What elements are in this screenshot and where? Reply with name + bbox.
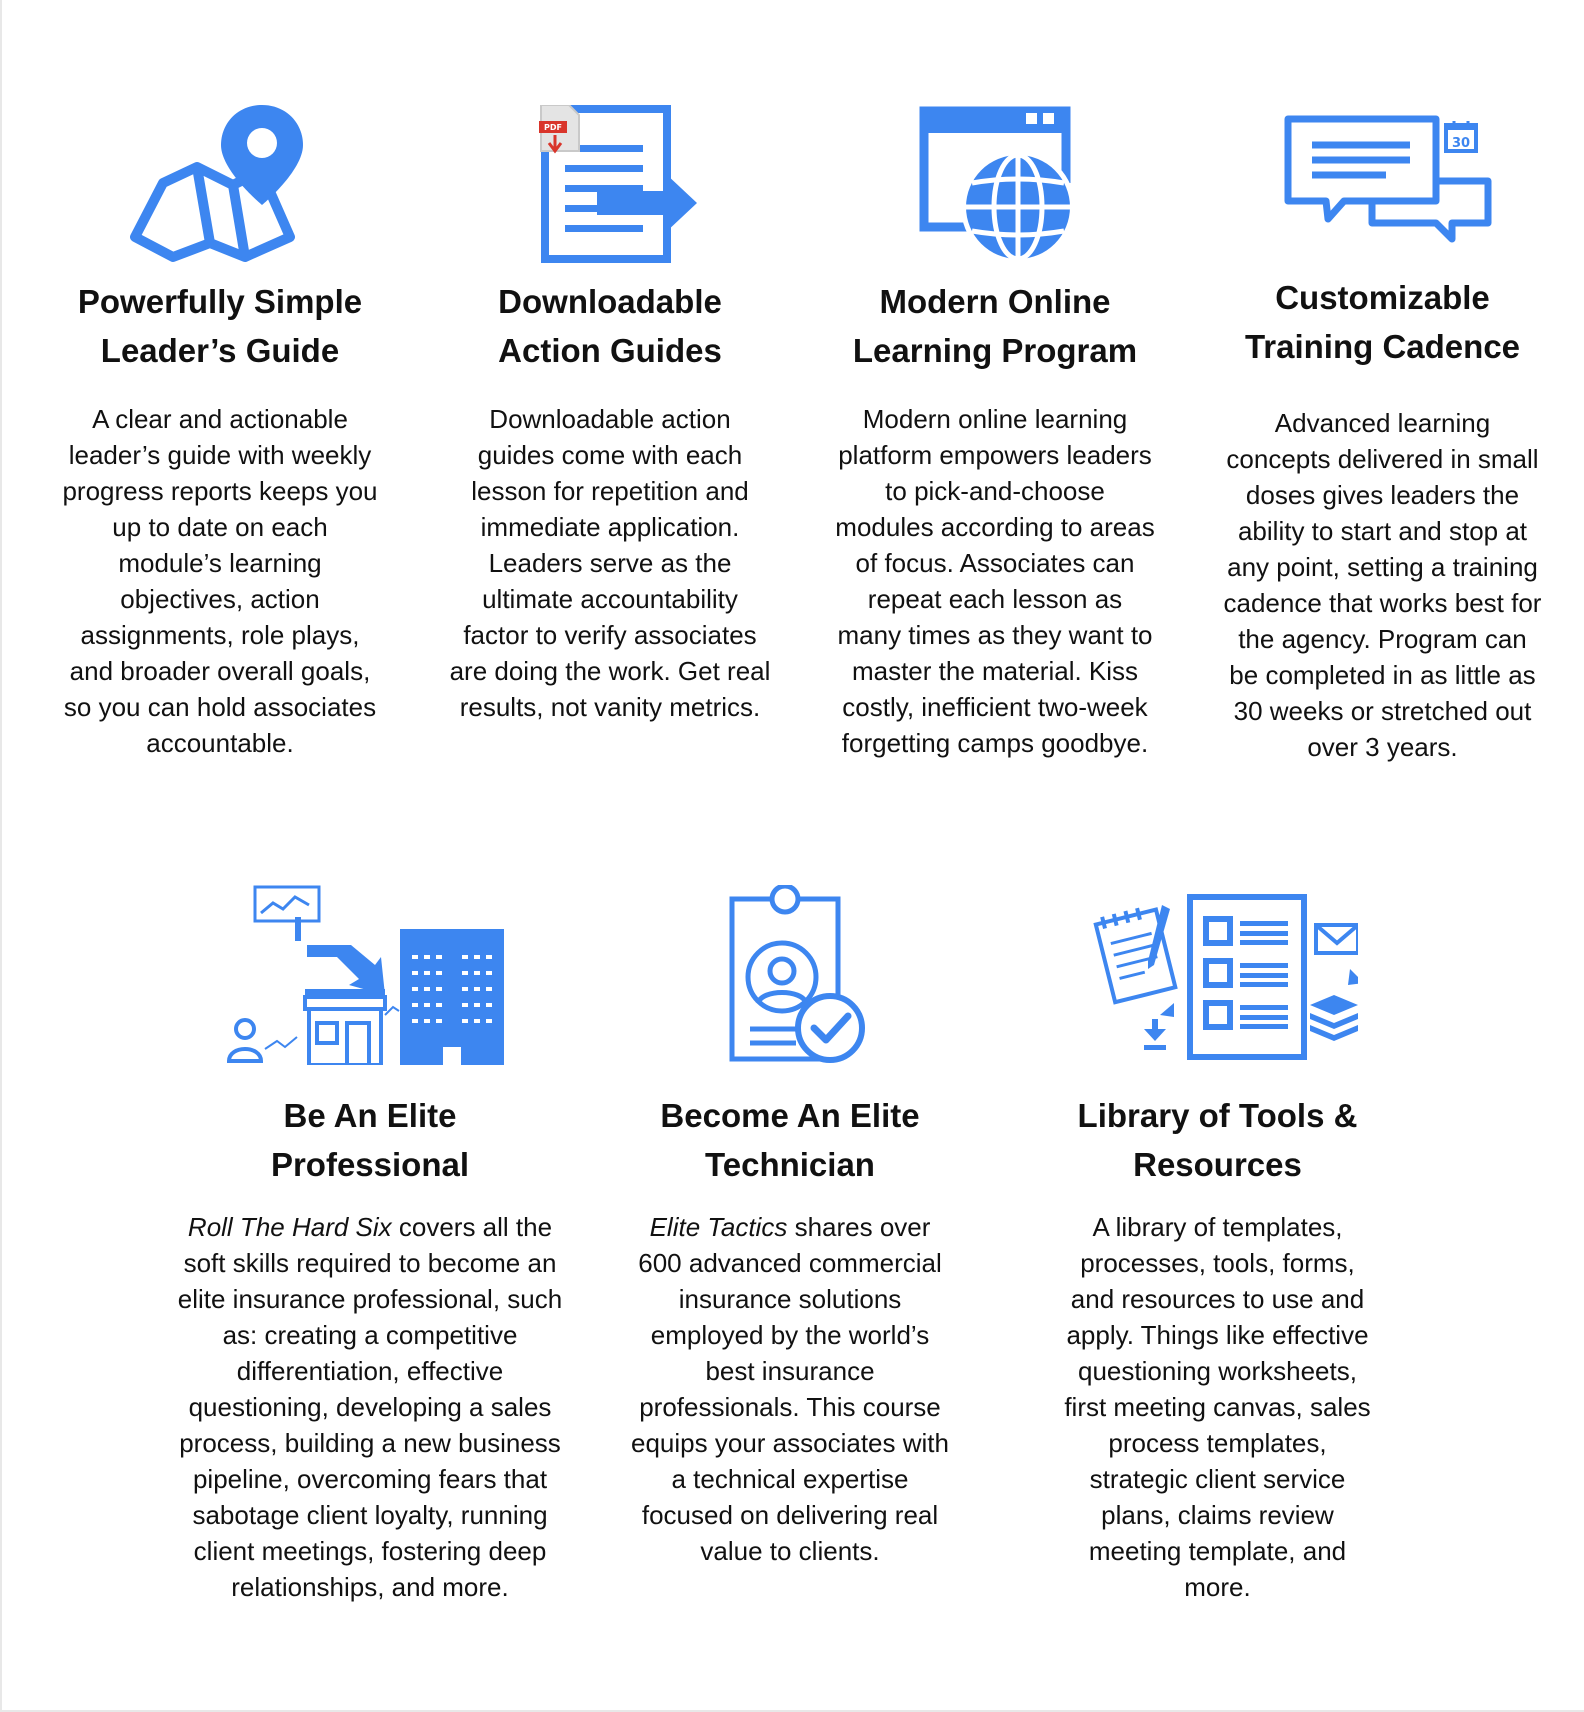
feature-title-line: Leader’s Guide <box>100 332 340 369</box>
feature-body-line: first meeting canvas, sales <box>1064 1392 1371 1422</box>
feature-body-line: platform empowers leaders <box>838 440 1152 470</box>
feature-body-line: master the material. Kiss <box>851 656 1139 686</box>
feature-body-line: assignments, role plays, <box>80 620 360 650</box>
feature-body-line: differentiation, effective <box>236 1356 504 1386</box>
feature-body-line: 600 advanced commercial <box>638 1248 942 1278</box>
feature-body-line: forgetting camps goodbye. <box>841 728 1149 758</box>
feature-body-line: process templates, <box>1108 1428 1327 1458</box>
feature-body-line: equips your associates with <box>631 1428 949 1458</box>
feature-body-line: are doing the work. Get real <box>449 656 771 686</box>
feature-action-guides <box>425 105 795 725</box>
pdf-download-icon <box>515 105 705 265</box>
feature-body-line: ability to start and stop at <box>1237 516 1528 546</box>
feature-body-line: ultimate accountability <box>482 584 738 614</box>
feature-body-line: guides come with each <box>477 440 743 470</box>
feature-body-line: and resources to use and <box>1070 1284 1365 1314</box>
feature-title-line: Be An Elite <box>283 1097 457 1134</box>
feature-body-line: employed by the world’s <box>650 1320 930 1350</box>
feature-title-line: Resources <box>1133 1146 1302 1183</box>
map-pin-icon <box>125 105 315 265</box>
course-name: Elite Tactics <box>649 1212 788 1242</box>
feature-body-line: meeting template, and <box>1088 1536 1347 1566</box>
feature-title-line: Professional <box>270 1146 470 1183</box>
feature-title-line: Downloadable <box>498 283 722 320</box>
feature-body-line: the agency. Program can <box>1238 624 1527 654</box>
feature-body-line: immediate application. <box>480 512 740 542</box>
feature-body-line: process, building a new business <box>179 1428 561 1458</box>
feature-leaders-guide <box>30 105 410 761</box>
feature-tools-library <box>1045 885 1390 1605</box>
feature-body-line: cadence that works best for <box>1223 588 1542 618</box>
feature-body-line: a technical expertise <box>671 1464 909 1494</box>
feature-title-line: Modern Online <box>879 283 1111 320</box>
feature-title-line: Customizable <box>1275 279 1490 316</box>
feature-body-line: questioning, developing a sales <box>188 1392 552 1422</box>
feature-body-line: elite insurance professional, such <box>177 1284 563 1314</box>
feature-body-line: sabotage client loyalty, running <box>192 1500 548 1530</box>
feature-body-line: questioning worksheets, <box>1078 1356 1357 1386</box>
feature-body-line: more. <box>1184 1572 1251 1602</box>
feature-body-line: A library of templates, <box>1092 1212 1343 1242</box>
feature-body-line: 30 weeks or stretched out <box>1233 696 1532 726</box>
feature-title-line: Technician <box>705 1146 875 1183</box>
feature-body-line: objectives, action <box>120 584 320 614</box>
pdf-label: PDF <box>544 123 562 132</box>
feature-title-line: Become An Elite <box>660 1097 920 1134</box>
chat-calendar-icon <box>1268 105 1498 265</box>
feature-body-line: so you can hold associates <box>63 692 377 722</box>
feature-title-line: Action Guides <box>498 332 722 369</box>
feature-body-line: Advanced learning <box>1274 408 1491 438</box>
feature-body-line: to pick-and-choose <box>885 476 1105 506</box>
feature-body-line: Leaders serve as the <box>488 548 732 578</box>
tools-library-icon <box>1078 885 1358 1065</box>
calendar-day-label: 30 <box>1451 136 1470 151</box>
feature-body-line: factor to verify associates <box>463 620 757 650</box>
id-badge-check-icon <box>700 885 880 1065</box>
feature-body-line: over 3 years. <box>1307 732 1458 762</box>
feature-elite-technician <box>615 885 965 1569</box>
feature-body-line: plans, claims review <box>1101 1500 1334 1530</box>
feature-body-line: repeat each lesson as <box>867 584 1123 614</box>
feature-online-learning <box>810 105 1180 761</box>
feature-body-line: leader’s guide with weekly <box>68 440 372 470</box>
feature-title-line: Powerfully Simple <box>77 283 363 320</box>
feature-body-line: soft skills required to become an <box>183 1248 557 1278</box>
feature-body-line: Modern online learning <box>862 404 1128 434</box>
feature-body-line <box>615 1209 965 1245</box>
feature-body-line: doses gives leaders the <box>1245 480 1520 510</box>
feature-body-line: focused on delivering real <box>641 1500 939 1530</box>
feature-body-line: costly, inefficient two-week <box>842 692 1148 722</box>
feature-body-line: concepts delivered in small <box>1226 444 1539 474</box>
feature-elite-professional <box>160 885 580 1605</box>
feature-body-line: accountable. <box>146 728 294 758</box>
feature-title-line: Library of Tools & <box>1077 1097 1358 1134</box>
feature-body-line: relationships, and more. <box>231 1572 509 1602</box>
feature-body-line: client meetings, fostering deep <box>193 1536 547 1566</box>
feature-body-line: be completed in as little as <box>1229 660 1536 690</box>
feature-body-line: modules according to areas <box>835 512 1155 542</box>
course-name: Roll The Hard Six <box>187 1212 392 1242</box>
feature-title-line: Training Cadence <box>1244 328 1521 365</box>
feature-body-line: any point, setting a training <box>1227 552 1538 582</box>
feature-body-line: up to date on each <box>112 512 328 542</box>
feature-body-line: progress reports keeps you <box>62 476 378 506</box>
feature-body-line: of focus. Associates can <box>855 548 1135 578</box>
browser-globe-icon <box>900 105 1090 265</box>
feature-body-line: results, not vanity metrics. <box>459 692 761 722</box>
feature-body-text: covers all the <box>391 1212 553 1242</box>
feature-body-line: module’s learning <box>118 548 322 578</box>
feature-body-line: processes, tools, forms, <box>1080 1248 1355 1278</box>
feature-body-line: value to clients. <box>700 1536 880 1566</box>
feature-body-line: apply. Things like effective <box>1066 1320 1369 1350</box>
feature-body-text: shares over <box>787 1212 931 1242</box>
feature-body-line: insurance solutions <box>678 1284 902 1314</box>
feature-body-line: lesson for repetition and <box>471 476 749 506</box>
feature-body-line: A clear and actionable <box>92 404 348 434</box>
feature-body-line: and broader overall goals, <box>69 656 371 686</box>
feature-body-line: many times as they want to <box>837 620 1153 650</box>
business-growth-icon <box>225 885 515 1065</box>
feature-title-line: Learning Program <box>852 332 1138 369</box>
feature-body-line: Downloadable action <box>489 404 731 434</box>
feature-body-line <box>160 1209 580 1245</box>
feature-body-line: best insurance <box>705 1356 875 1386</box>
feature-training-cadence <box>1195 105 1570 765</box>
feature-body-line: as: creating a competitive <box>222 1320 518 1350</box>
feature-body-line: professionals. This course <box>639 1392 941 1422</box>
feature-body-line: pipeline, overcoming fears that <box>192 1464 548 1494</box>
feature-body-line: strategic client service <box>1089 1464 1346 1494</box>
